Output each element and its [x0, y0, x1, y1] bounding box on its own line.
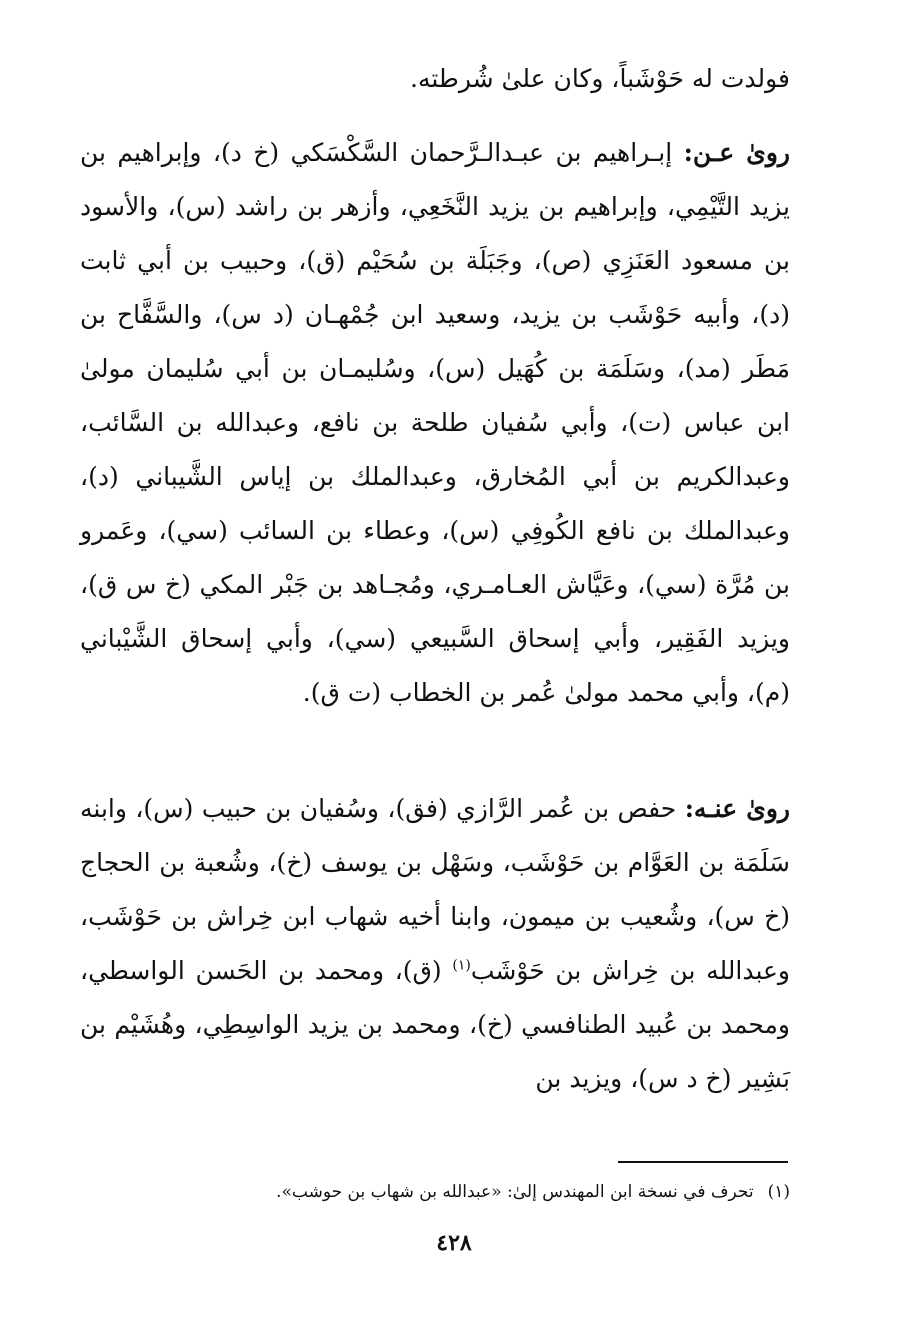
- narrated-from-heading: روىٰ عـن:: [683, 138, 791, 167]
- footnote-text: تحرف في نسخة ابن المهندس إلىٰ: «عبدالله بن شهاب بن حوشب».: [276, 1182, 754, 1202]
- footnote-divider: [618, 1161, 788, 1163]
- page-number: ٤٢٨: [436, 1230, 472, 1256]
- narrated-from-paragraph: [80, 126, 790, 720]
- narrated-by-paragraph: [80, 782, 790, 1106]
- footnote: [160, 1178, 790, 1206]
- narrated-by-heading: روىٰ عنـه:: [684, 794, 790, 823]
- narrated-by-text-part-1: حفص بن عُمر الرَّازي (فق)، وسُفيان بن حبيب (س)، وابنه سَلَمَة بن العَوَّام بن حَوْشَب، وسَهْل بن يوسف (خ)، وشُعبة بن الحجاج (خ س)، وشُعيب بن ميمون، وابنا أخيه شهاب ابن خِراش بن حَوْشَب، وعبدالله بن خِراش بن حَوْشَب: [80, 794, 790, 985]
- opening-line-text: فولدت له حَوْشَباً، وكان علىٰ شُرطته.: [410, 64, 790, 93]
- footnote-number: (١): [767, 1182, 790, 1202]
- narrated-from-text: إبـراهيم بن عبـدالـرَّحمان السَّكْسَكي (خ د)، وإبراهيم بن يزيد التَّيْمِي، وإبراهيم بن يزيد النَّخَعِي، وأزهر بن راشد (س)، والأسود بن مسعود العَنَزِي (ص)، وجَبَلَة بن سُحَيْم (ق)، وحبيب بن أبي ثابت (د)، وأبيه حَوْشَب بن يزيد، وسعيد ابن جُمْهـان (د س)، والسَّفَّاح بن مَطَر (مد)، وسَلَمَة بن كُهَيل (س)، وسُليمـان بن أبي سُليمان مولىٰ ابن عباس (ت)، وأبي سُفيان طلحة بن نافع، وعبدالله بن السَّائب، وعبدالكريم بن أبي المُخارق، وعبدالملك بن إياس الشَّيباني (د)، وعبدالملك بن نافع الكُوفِي (س)، وعطاء بن السائب (سي)، وعَمرو بن مُرَّة (سي)، وعَيَّاش العـامـري، ومُجـاهد بن جَبْر المكي (خ س ق)، ويزيد الفَقِير، وأبي إسحاق السَّبيعي (سي)، وأبي إسحاق الشَّيْباني (م)، وأبي محمد مولىٰ عُمر بن الخطاب (ت ق).: [80, 138, 791, 707]
- opening-line: [80, 52, 790, 106]
- footnote-reference: (١): [452, 957, 471, 974]
- narrated-by-text-part-2: (ق)، ومحمد بن الحَسن الواسطي، ومحمد بن عُبيد الطنافسي (خ)، ومحمد بن يزيد الواسِطِي، وهُشَيْم بن بَشِير (خ د س)، ويزيد بن: [80, 956, 790, 1093]
